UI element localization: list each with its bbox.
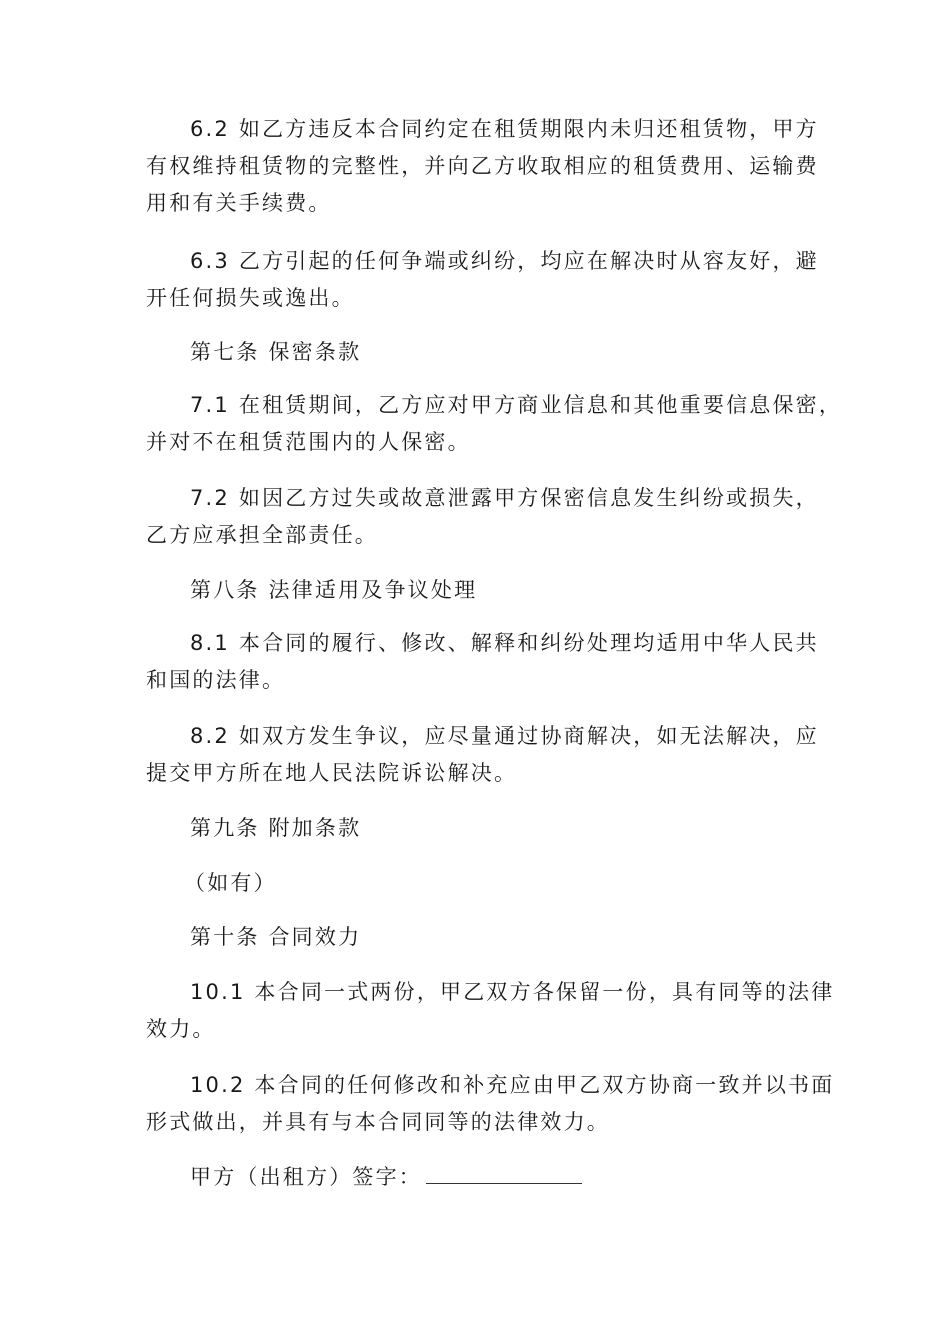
clause-6-2 xyxy=(146,111,819,222)
signature-block xyxy=(146,1159,806,1196)
article-7-heading: 第七条 保密条款 xyxy=(190,340,362,364)
clause-6-2-line-2: 有权维持租赁物的完整性，并向乙方收取相应的租赁费用、运输费 xyxy=(146,154,819,178)
clause-8-1-line-2: 和国的法律。 xyxy=(146,668,286,692)
clause-10-1-line-2: 效力。 xyxy=(146,1017,216,1041)
clause-10-1-line-1: 10.1 本合同一式两份，甲乙双方各保留一份，具有同等的法律 xyxy=(190,980,835,1004)
clause-6-2-line-1: 6.2 如乙方违反本合同约定在租赁期限内未归还租赁物，甲方 xyxy=(190,117,819,141)
clause-8-1 xyxy=(146,625,819,699)
article-9-note: （如有） xyxy=(184,871,277,895)
clause-6-3 xyxy=(146,243,819,317)
clause-10-2-line-2: 形式做出，并具有与本合同同等的法律效力。 xyxy=(146,1110,610,1134)
clause-8-2 xyxy=(146,718,819,792)
clause-8-1-line-1: 8.1 本合同的履行、修改、解释和纠纷处理均适用中华人民共 xyxy=(190,631,819,655)
clause-8-2-line-1: 8.2 如双方发生争议，应尽量通过协商解决，如无法解决，应 xyxy=(190,724,819,748)
clause-7-2-line-1: 7.2 如因乙方过失或故意泄露甲方保密信息发生纠纷或损失， xyxy=(190,486,819,510)
clause-7-1-line-2: 并对不在租赁范围内的人保密。 xyxy=(146,430,471,454)
clause-10-1 xyxy=(146,974,835,1048)
clause-10-2-line-1: 10.2 本合同的任何修改和补充应由甲乙双方协商一致并以书面 xyxy=(190,1073,835,1097)
clause-7-1-line-1: 7.1 在租赁期间，乙方应对甲方商业信息和其他重要信息保密， xyxy=(190,393,843,417)
clause-6-3-line-2: 开任何损失或逸出。 xyxy=(146,286,355,310)
article-8-heading: 第八条 法律适用及争议处理 xyxy=(190,578,478,602)
signature-label: 甲方（出租方）签字： xyxy=(190,1165,422,1189)
article-9-heading: 第九条 附加条款 xyxy=(190,816,362,840)
clause-6-3-line-1: 6.3 乙方引起的任何争端或纠纷，均应在解决时从容友好，避 xyxy=(190,249,819,273)
clause-10-2 xyxy=(146,1067,835,1141)
clause-6-2-line-3: 用和有关手续费。 xyxy=(146,191,332,215)
clause-7-1 xyxy=(146,387,843,461)
signature-line[interactable] xyxy=(426,1161,582,1184)
clause-7-2-line-2: 乙方应承担全部责任。 xyxy=(146,523,378,547)
clause-8-2-line-2: 提交甲方所在地人民法院诉讼解决。 xyxy=(146,761,518,785)
article-10-heading: 第十条 合同效力 xyxy=(190,925,362,949)
clause-7-2 xyxy=(146,480,819,554)
